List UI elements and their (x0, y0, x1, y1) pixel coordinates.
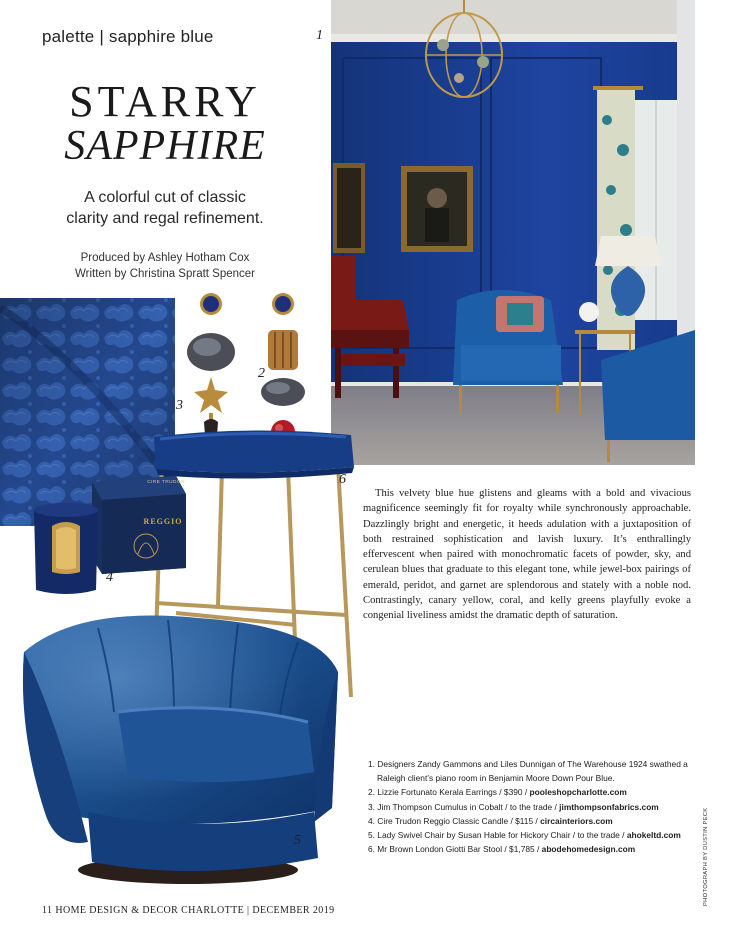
source-item: 6. Mr Brown London Giotti Bar Stool / $1,785 / abodehomedesign.com (368, 844, 636, 855)
subtitle-line-2: clarity and regal refinement. (66, 210, 264, 227)
source-link[interactable]: ahokeltd.com (626, 830, 681, 841)
section-label: palette | sapphire blue (42, 27, 214, 46)
source-item: 3. Jim Thompson Cumulus in Cobalt / to the trade / jimthompsonfabrics.com (368, 801, 659, 812)
title-line-2: SAPPHIRE (64, 123, 266, 169)
item-number-6: 6 (339, 472, 346, 487)
credits (20, 250, 310, 282)
source-item: 2. Lizzie Fortunato Kerala Earrings / $390 / pooleshopcharlotte.com (368, 787, 627, 798)
title-line-1: STARRY (69, 77, 261, 126)
produced-by: Produced by Ashley Hotham Cox (80, 252, 250, 264)
item-number-3: 3 (176, 398, 183, 413)
written-by: Written by Christina Spratt Spencer (74, 268, 256, 280)
source-link[interactable]: circainteriors.com (540, 815, 613, 826)
subtitle (20, 187, 310, 229)
item-number-4: 4 (106, 570, 113, 585)
sources-list (368, 757, 698, 856)
source-item: 1. Designers Zandy Gammons and Liles Dunnigan of The Warehouse 1924 swathed a Raleigh client’s piano room in Benjamin Moore Down Pour Blue. (368, 759, 688, 784)
photo-number-1: 1 (316, 28, 323, 43)
source-link[interactable]: pooleshopcharlotte.com (529, 787, 627, 798)
swivel-chair (18, 612, 348, 892)
photo-credit: PHOTOGRAPH BY DUSTIN PECK (703, 807, 709, 906)
item-number-5: 5 (294, 833, 301, 848)
item-number-2: 2 (258, 366, 265, 381)
candle-name: REGGIO (143, 517, 183, 526)
room-photo (331, 0, 695, 465)
source-link[interactable]: jimthompsonfabrics.com (559, 801, 659, 812)
page-footer: 11 HOME DESIGN & DECOR CHARLOTTE | DECEMBER 2019 (42, 905, 335, 916)
source-item: 5. Lady Swivel Chair by Susan Hable for Hickory Chair / to the trade / ahokeltd.com (368, 830, 681, 841)
candle-brand: CIRE TRUDON (147, 480, 185, 485)
source-link[interactable]: abodehomedesign.com (541, 844, 636, 855)
body-copy: This velvety blue hue glistens and gleams with a bold and vivacious magnificence seemingly fit for royalty while synchronously approachable. Dazzlingly bright and energetic, it heeds adulation with a juxtaposition of both restrained sophistication and lavish luxury. It’s enthrallingly effervescent when paired with monochromatic facets of powder, sky, and cerulean blues that graduate to this elegant tone, while jewel-box pairings of emerald, peridot, and garnet are splendorous and stately with a noble nod. Contrastingly, canary yellow, coral, and kelly greens playfully evoke a congenial liveliness amidst the dramatic depth of saturation. (363, 488, 691, 622)
subtitle-line-1: A colorful cut of classic (84, 189, 246, 206)
source-item: 4. Cire Trudon Reggio Classic Candle / $115 / circainteriors.com (368, 815, 613, 826)
